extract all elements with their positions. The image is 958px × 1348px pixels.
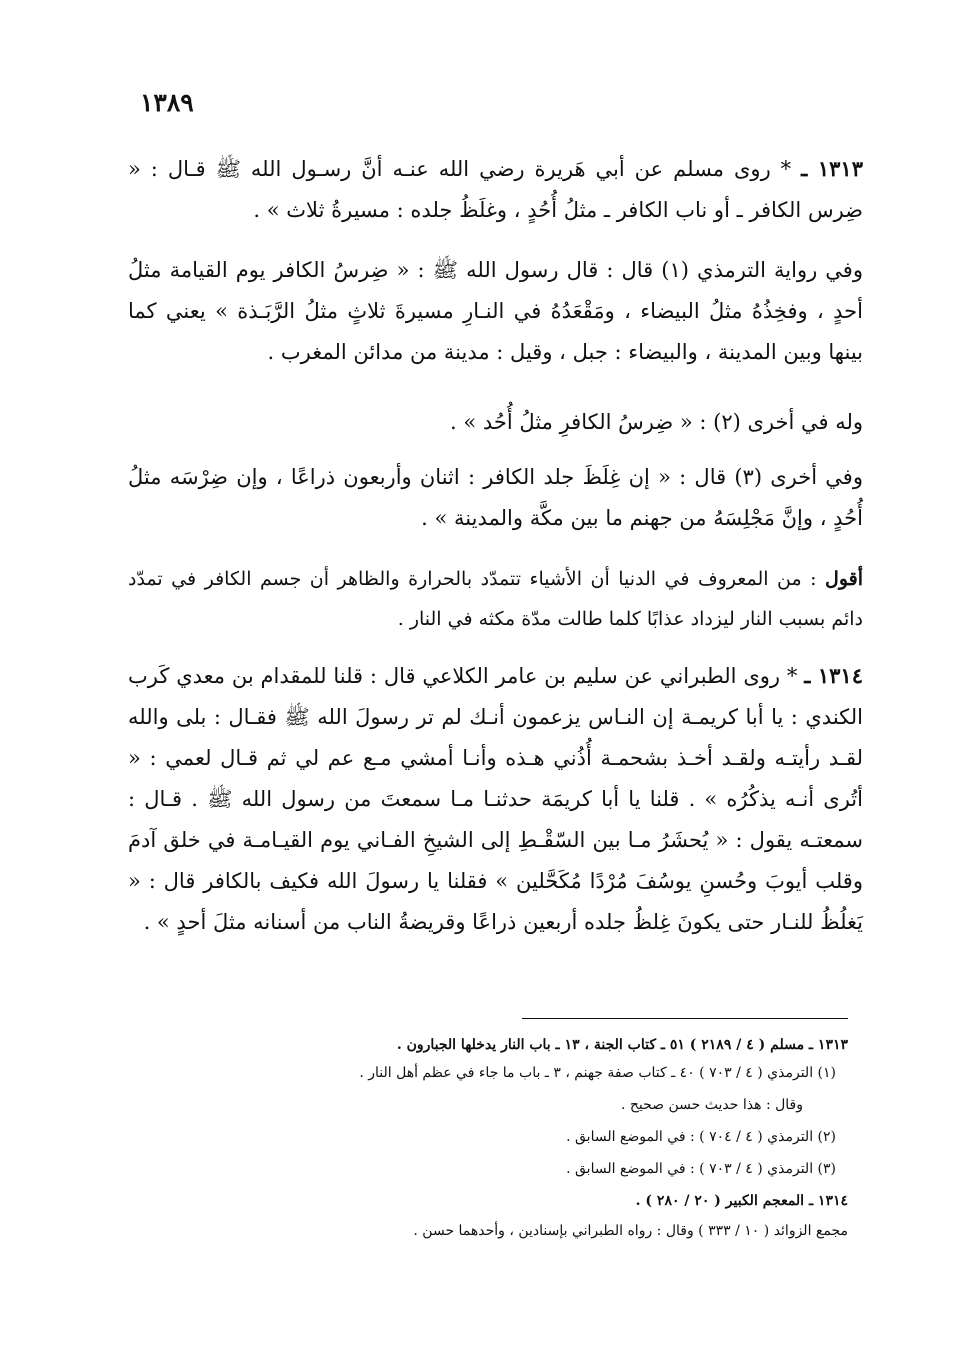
footnote-2: (٢) الترمذي ( ٤ / ٧٠٤ ) : في الموضع السابق . xyxy=(566,1129,836,1145)
author-comment xyxy=(128,559,863,639)
paragraph-text: * روى الطبراني عن سليم بن عامر الكلاعي قال : قلنا للمقدام بن معدي كَرب الكندي : يا أبا كريمـة إن النـاس يزعمون أنـك لم تر رسولَ الله ﷺ فقـال : بلى والله لقـد رأيتـه ولقـد أخـذ بشحمـة أُذُني هـذه وأنـا أمشي مـع عم لي ثم قـال لعمي : « أتُرى أنـه يذكُرُه » . قلنا يا أبا كريمَة حدثنـا مـا سمعتَ من رسول الله ﷺ . قـال : سمعتـه يقول : « يُحشَرُ مـا بين السّقْـطِ إلى الشيخِ الفـاني يوم القيـامـة في خلق آدمَ وقلب أيوبَ وحُسنِ يوسُفَ مُرْدًا مُكَحَّلين » فقلنا يا رسولَ الله فكيف بالكافر قال : « يَغلُظُ للنـار حتى يكونَ غِلظُ جلده أربعين ذراعًا وقريضةُ الناب من أسنانه مثلَ أحدٍ » . xyxy=(128,664,863,934)
paragraph-text: وله في أخرى (٢) : « ضِرسُ الكافرِ مثلُ أُحُد » . xyxy=(450,410,863,434)
page-number: ١٣٨٩ xyxy=(140,88,194,117)
paragraph-tirmidhi-2 xyxy=(128,402,863,443)
comment-lead: أقول xyxy=(825,568,863,590)
hadith-1313 xyxy=(128,148,863,231)
paragraph-text: * روى مسلم عن أبي هَريرة رضي الله عنـه أنَّ رسـول الله ﷺ قـال : « ضِرس الكافر ـ أو ناب الكافر ـ مثلُ أُحُدٍ ، وغلَظُ جلده : مسيرةُ ثلاث » . xyxy=(128,157,863,222)
paragraph-tirmidhi-1 xyxy=(128,250,863,373)
footnote-3: (٣) الترمذي ( ٤ / ٧٠٣ ) : في الموضع السابق . xyxy=(566,1161,836,1177)
footnote-1-note: وقال : هذا حديث حسن صحيح . xyxy=(620,1097,803,1113)
paragraph-text: وفي أخرى (٣) قال : « إن غِلَظَ جلد الكافر : اثنان وأربعون ذراعًا ، وإن ضِرْسَه مثلُ أُحُدٍ ، وإنَّ مَجْلِسَهُ من جهنم ما بين مكَّة والمدينة » . xyxy=(128,465,863,530)
hadith-number: ١٣١٣ ـ xyxy=(801,156,863,181)
footnote-1314-majma: مجمع الزوائد ( ١٠ / ٣٣٣ ) وقال : رواه الطبراني بإسنادين ، وأحدهما حسن . xyxy=(413,1223,848,1239)
footnote-divider xyxy=(522,1018,848,1019)
footnote-1313: ١٣١٣ ـ مسلم ( ٤ / ٢١٨٩ ) ٥١ ـ كتاب الجنة ، ١٣ ـ باب النار يدخلها الجبارون . xyxy=(396,1037,848,1053)
hadith-number: ١٣١٤ ـ xyxy=(804,663,863,688)
paragraph-text: وفي رواية الترمذي (١) قال : قال رسول الله ﷺ : « ضِرسُ الكافر يوم القيامة مثلُ أحدٍ ، وفخِذُهُ مثلُ البيضاء ، ومَقْعَدُهُ في النـارِ مسيرةَ ثلاثٍ مثلُ الرَّبَـذة » يعني كما بينها وبين المدينة ، والبيضاء : جبل ، وقيل : مدينة من مدائن المغرب . xyxy=(128,258,863,364)
paragraph-tirmidhi-3 xyxy=(128,457,863,539)
paragraph-text: : من المعروف في الدنيا أن الأشياء تتمدّد بالحرارة والظاهر أن جسم الكافر في تمدّد دائم بسبب النار ليزداد عذابًا كلما طالت مدّة مكثه في النار . xyxy=(128,568,863,630)
footnote-1314: ١٣١٤ ـ المعجم الكبير ( ٢٠ / ٢٨٠ ) . xyxy=(635,1193,848,1209)
footnote-1: (١) الترمذي ( ٤ / ٧٠٣ ) ٤٠ ـ كتاب صفة جهنم ، ٣ ـ باب ما جاء في عظم أهل النار . xyxy=(359,1065,836,1081)
hadith-1314 xyxy=(128,655,863,943)
